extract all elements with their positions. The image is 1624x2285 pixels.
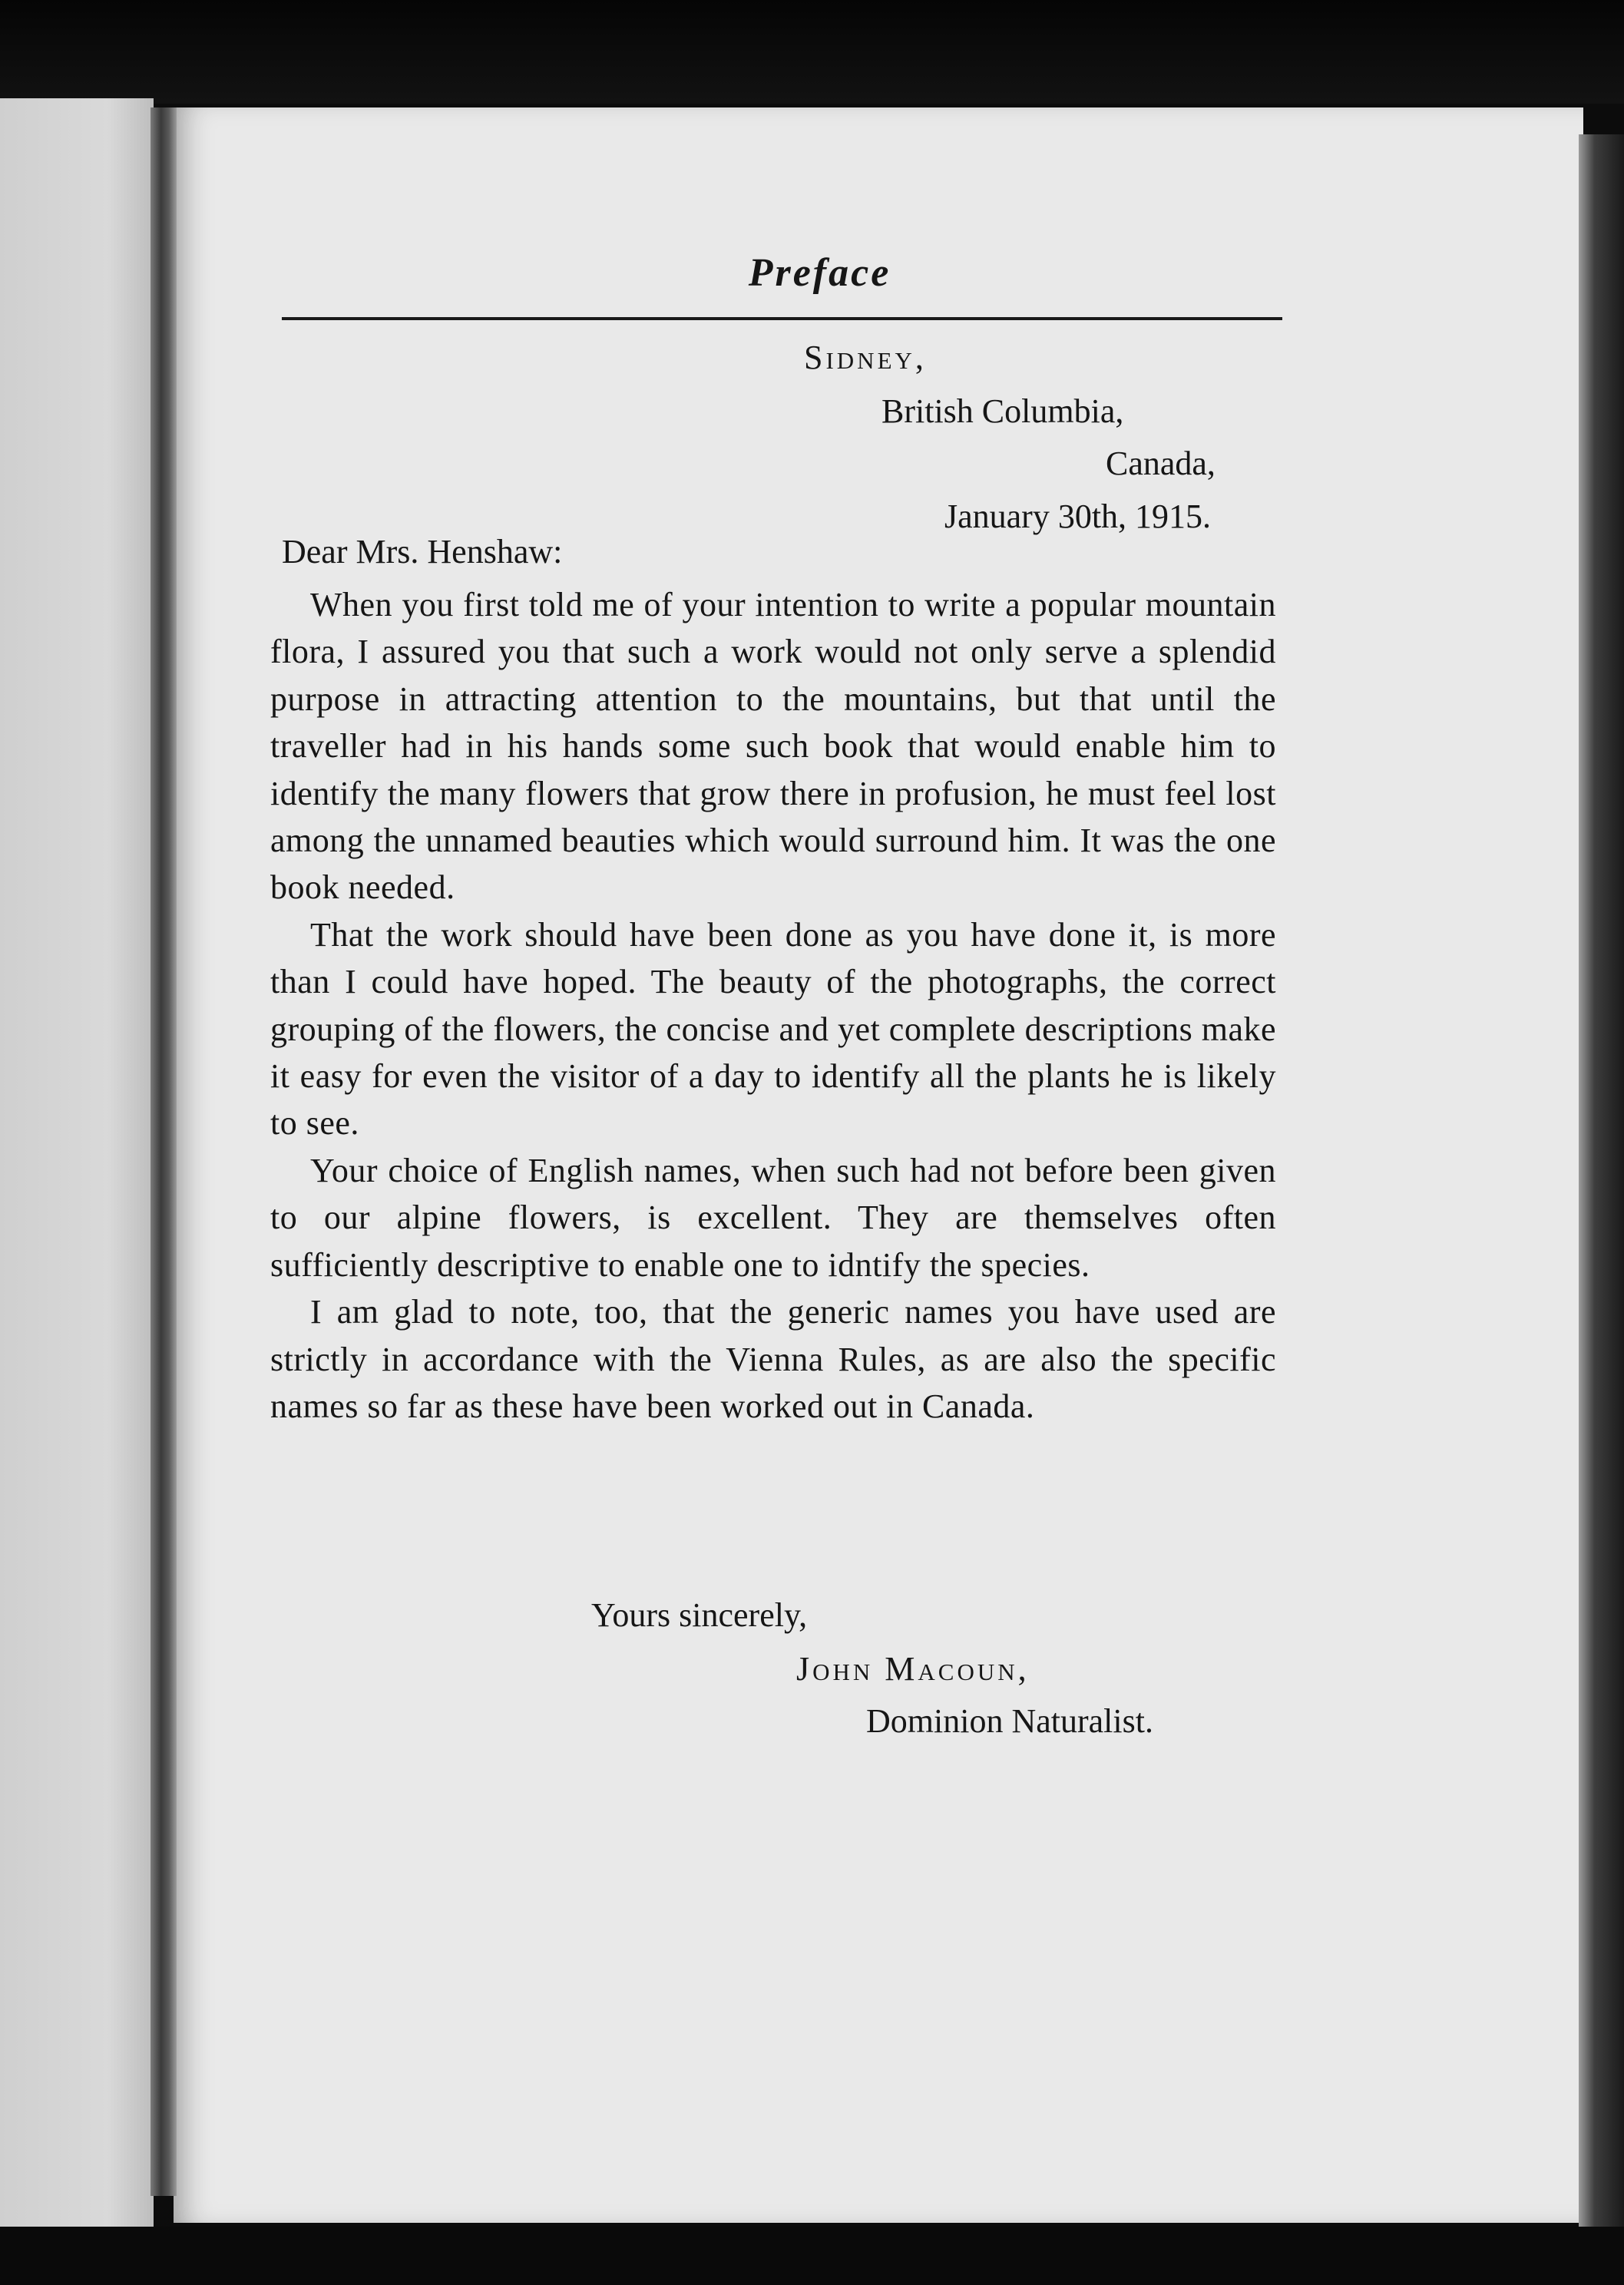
binding-gutter — [150, 107, 177, 2196]
letter-date: January 30th, 1915. — [944, 498, 1212, 535]
paragraph-3: Your choice of English names, when such had not before been given to our alpine flowers, is excellent. They are themselves often sufficiently descriptive to enable one to idntify the species. — [270, 1151, 1276, 1284]
running-head: Preface — [748, 251, 891, 295]
address-country: Canada, — [1106, 445, 1216, 482]
scan-background-bottom — [0, 2227, 1624, 2285]
signer-title: Dominion Naturalist. — [866, 1702, 1153, 1740]
paragraph-1: When you first told me of your intention to write a popular mountain flora, I assured you that such a work would not only serve a splendid purpose in attracting attention to the mountains, but that until the traveller had in his hands some such book that would enable him to identify the many flowers that grow there in profusion, he must feel lost among the unnamed beauties which would surround him. It was the one book needed. — [270, 586, 1276, 907]
address-city: Sidney, — [804, 339, 927, 376]
valediction: Yours sincerely, — [591, 1596, 808, 1634]
paragraph-4: I am glad to note, too, that the generic names you have used are strictly in accordance with the Vienna Rules, as are also the specific names so far as these have been worked out in Canada. — [270, 1293, 1276, 1425]
address-province: British Columbia, — [881, 392, 1124, 430]
scan-background-top — [0, 0, 1624, 104]
salutation: Dear Mrs. Henshaw: — [282, 533, 563, 570]
paragraph-2: That the work should have been done as you have done it, is more than I could have hoped. The beauty of the photographs, the correct grouping of the flowers, the concise and yet complete descriptions make it easy for even the visitor of a day to identify all the plants he is likely to see. — [270, 915, 1276, 1142]
book-right-edge — [1579, 134, 1624, 2238]
letter-body — [270, 581, 1276, 1430]
head-rule — [282, 317, 1282, 320]
signer-name: John Macoun, — [796, 1650, 1030, 1688]
facing-page-edge — [0, 98, 154, 2240]
